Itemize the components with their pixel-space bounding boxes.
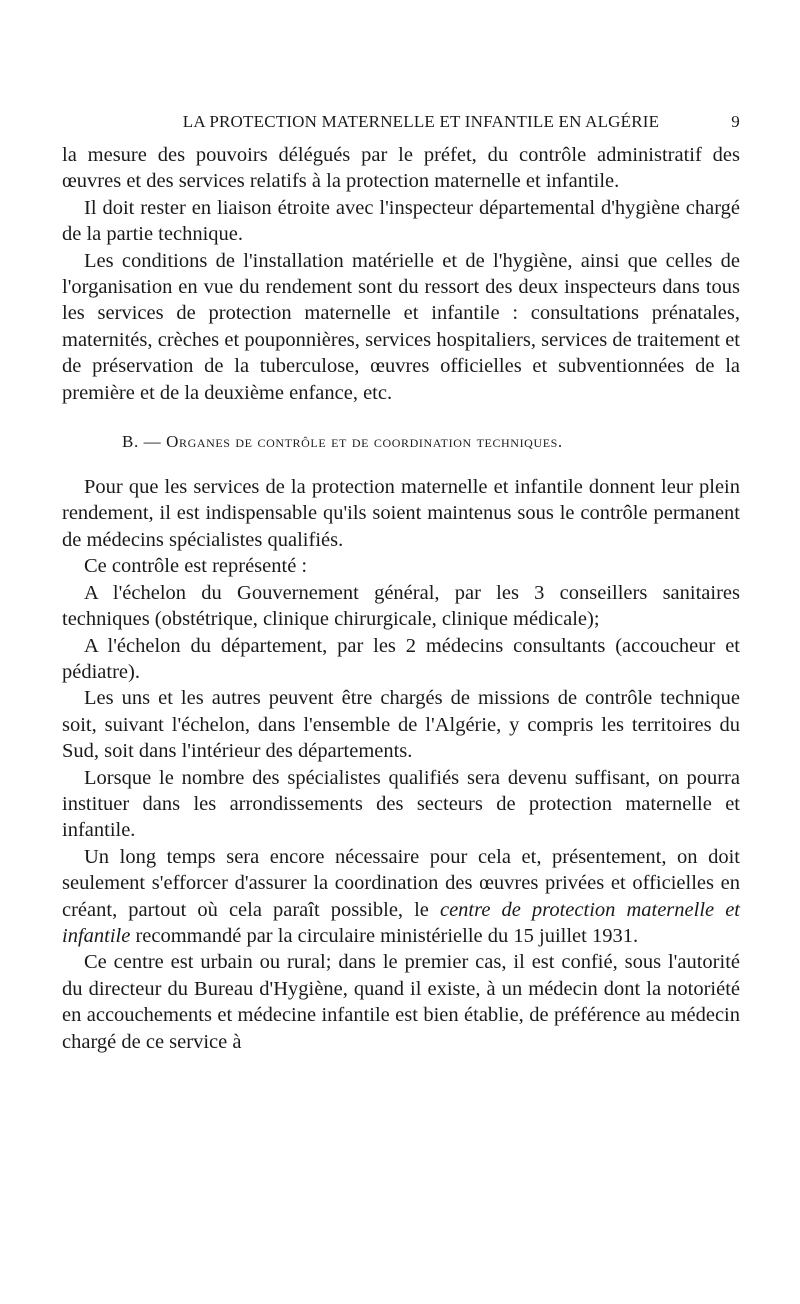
section-heading: B. — Organes de contrôle et de coordination techniques. [122, 432, 563, 452]
book-page [62, 112, 740, 1055]
paragraph: Ce contrôle est représenté : [84, 555, 308, 578]
running-head-title: LA PROTECTION MATERNELLE ET INFANTILE EN ALGÉRIE [182, 112, 660, 131]
paragraph-text: Un long temps sera encore nécessaire pour cela et, présentement, on doit seulement s'efforcer d'assurer la coordination des œuvres privées et officielles en créant, partout où cela paraît possible, le [62, 845, 740, 921]
emphasized-term: centre de protection maternelle et infantile [62, 898, 740, 947]
paragraph: Il doit rester en liaison étroite avec l'inspecteur départemental d'hygiène chargé de la partie technique. [62, 196, 740, 246]
paragraph: A l'échelon du département, par les 2 médecins consultants (accoucheur et pédiatre). [62, 634, 740, 683]
paragraph: Lorsque le nombre des spécialistes qualifiés sera devenu suffisant, on pourra instituer dans les arrondissements des secteurs de protection maternelle et infantile. [62, 766, 740, 842]
running-head [102, 112, 740, 142]
paragraph: Ce centre est urbain ou rural; dans le premier cas, il est confié, sous l'autorité du directeur du Bureau d'Hygiène, quand il existe, à un médecin dont la notoriété en accouchements et médecine infantile est bien établie, de préférence au médecin chargé de ce service à [62, 951, 740, 1053]
paragraph: Les uns et les autres peuvent être chargés de missions de contrôle technique soit, suivant l'échelon, dans l'ensemble de l'Algérie, y compris les territoires du Sud, soit dans l'intérieur des départements. [62, 687, 740, 763]
paragraph: Pour que les services de la protection maternelle et infantile donnent leur plein rendement, il est indispensable qu'ils soient maintenus sous le contrôle permanent de médecins spécialistes qualifiés. [62, 476, 740, 551]
paragraph-text: recommandé par la circulaire ministérielle du 15 juillet 1931. [130, 924, 639, 947]
paragraph-with-emphasis [62, 844, 740, 950]
paragraph: A l'échelon du Gouvernement général, par les 3 conseillers sanitaires techniques (obstétrique, clinique chirurgicale, clinique médicale); [62, 581, 740, 631]
body-text [62, 142, 740, 1055]
paragraph-continued: la mesure des pouvoirs délégués par le préfet, du contrôle administratif des œuvres et des services relatifs à la protection maternelle et infantile. [62, 144, 740, 193]
page-number: 9 [731, 112, 740, 131]
paragraph: Les conditions de l'installation matérielle et de l'hygiène, ainsi que celles de l'organisation en vue du rendement sont du ressort des deux inspecteurs dans tous les services de protection maternelle et infantile : consultations prénatales, maternités, crèches et pouponnières, services hospitaliers, services de traitement et de préservation de la tuberculose, œuvres officielles et subventionnées de la première et de la deuxième enfance, etc. [62, 249, 740, 404]
